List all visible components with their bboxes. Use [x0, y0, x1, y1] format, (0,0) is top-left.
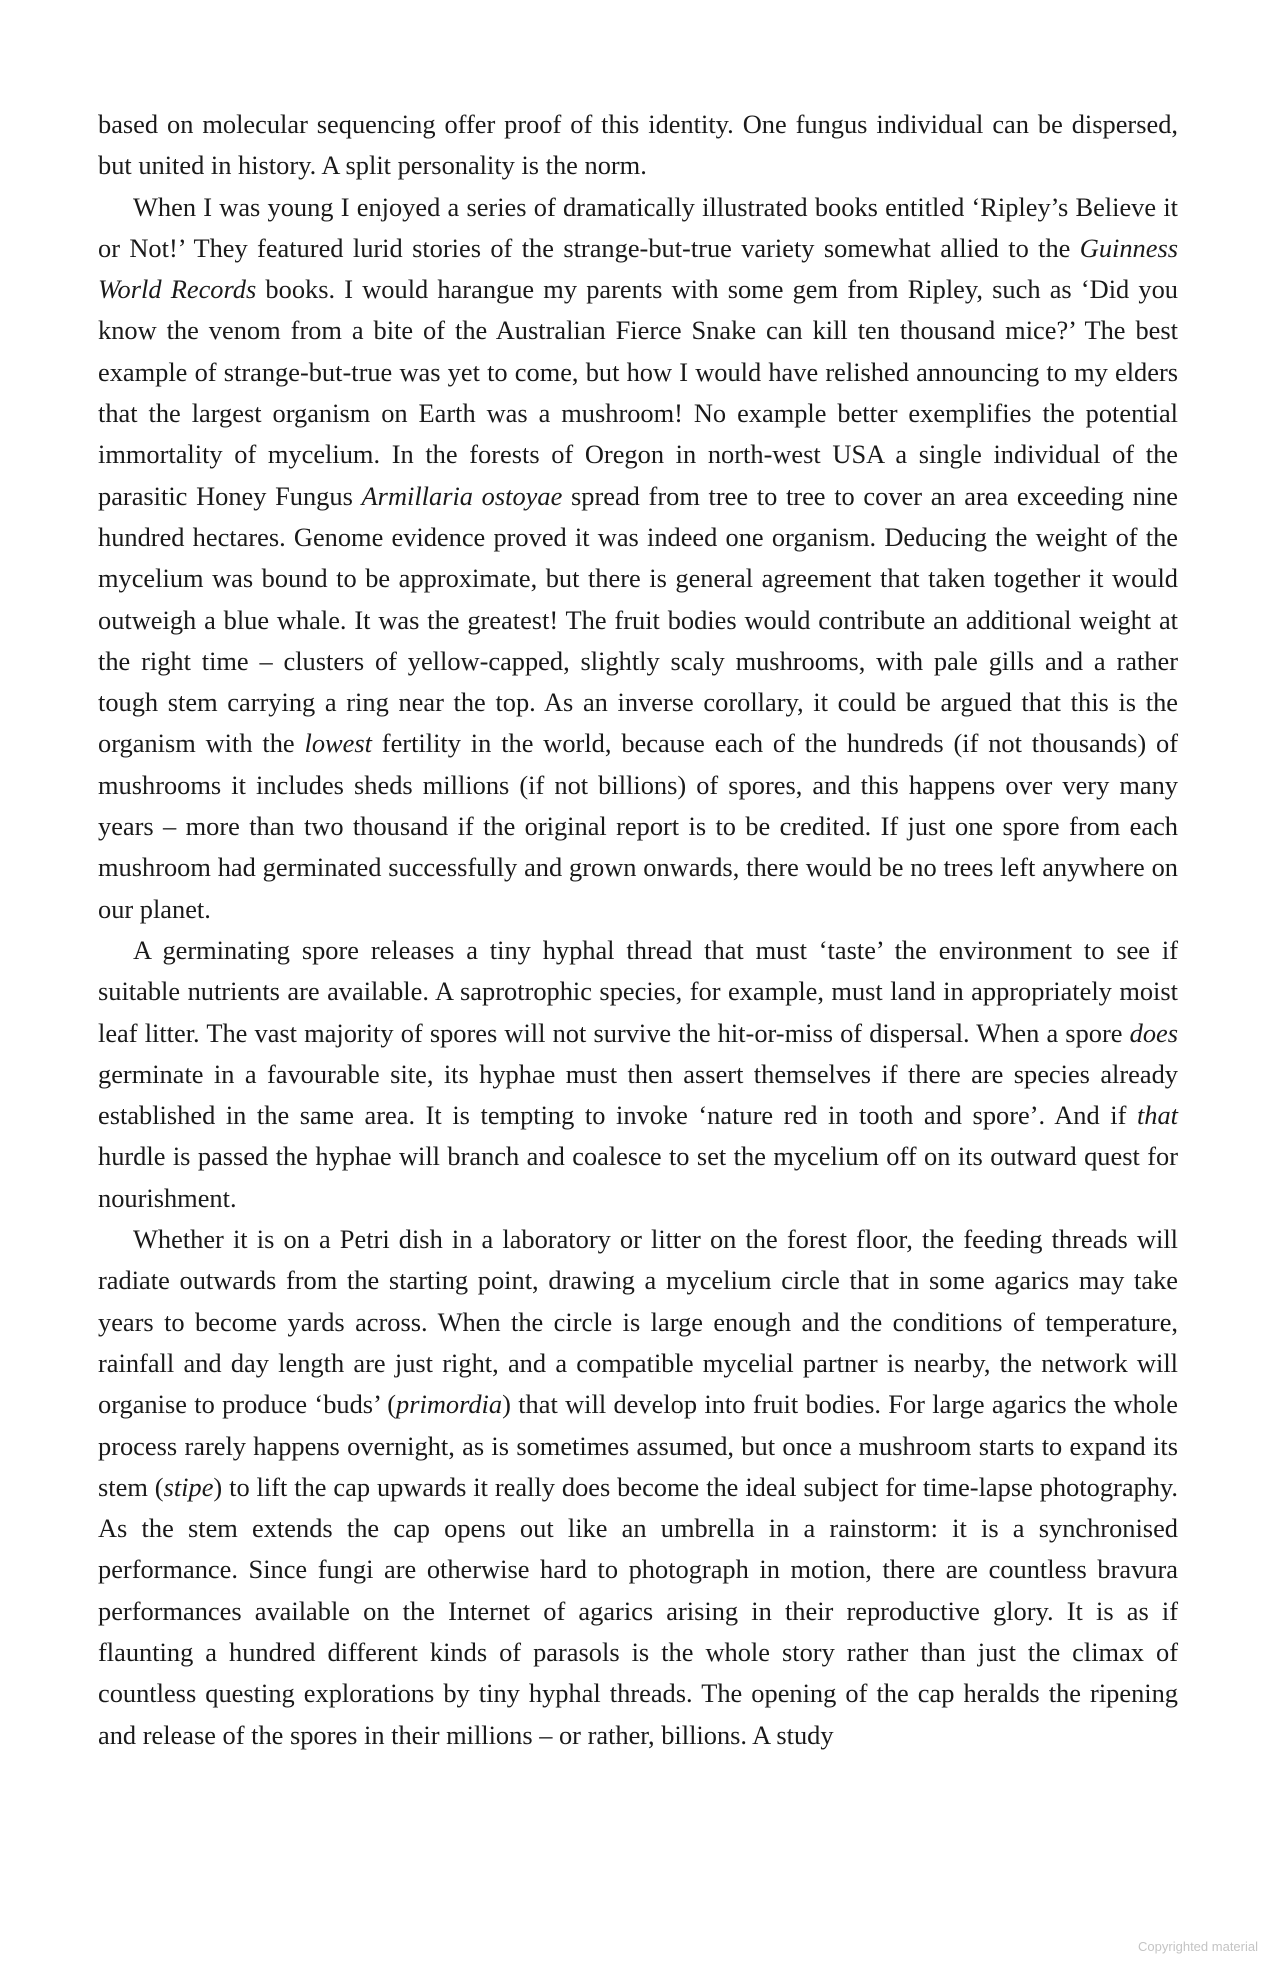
paragraph-4: Whether it is on a Petri dish in a laboratory or litter on the forest floor, the feeding threads will radiate outwards from the starting point, drawing a mycelium circle that in some agarics may take years to become yards across. When the circle is large enough and the conditions of temperature, rainfall and day length are just right, and a compatible mycelial partner is nearby, the network will organise to produce ‘buds’ (primordia) that will develop into fruit bodies. For large agarics the whole process rarely happens overnight, as is sometimes assumed, but once a mushroom starts to expand its stem (stipe) to lift the cap upwards it really does become the ideal subject for time-lapse photography. As the stem extends the cap opens out like an umbrella in a rainstorm: it is a synchronised performance. Since fungi are otherwise hard to photograph in motion, there are countless bravura performances available on the Internet of agarics arising in their reproductive glory. It is as if flaunting a hundred different kinds of parasols is the whole story rather than just the climax of countless questing explorations by tiny hyphal threads. The opening of the cap heralds the ripening and release of the spores in their millions – or rather, billions. A study	[98, 1224, 1179, 1750]
book-page-text	[98, 104, 1178, 1756]
paragraph-2: When I was young I enjoyed a series of dramatically illustrated books entitled ‘Ripley’s Believe it or Not!’ They featured lurid stories of the strange-but-true variety somewhat allied to the Guinness World Records books. I would harangue my parents with some gem from Ripley, such as ‘Did you know the venom from a bite of the Australian Fierce Snake can kill ten thousand mice?’ The best example of strange-but-true was yet to come, but how I would have relished announcing to my elders that the largest organism on Earth was a mushroom! No example better exemplifies the potential immortality of mycelium. In the forests of Oregon in north-west USA a single individual of the parasitic Honey Fungus Armillaria ostoyae spread from tree to tree to cover an area exceeding nine hundred hectares. Genome evidence proved it was indeed one organism. Deducing the weight of the mycelium was bound to be approximate, but there is general agreement that taken together it would outweigh a blue whale. It was the greatest! The fruit bodies would contribute an additional weight at the right time – clusters of yellow-capped, slightly scaly mushrooms, with pale gills and a rather tough stem carrying a ring near the top. As an inverse corollary, it could be argued that this is the organism with the lowest fertility in the world, because each of the hundreds (if not thousands) of mushrooms it includes sheds millions (if not billions) of spores, and this happens over very many years – more than two thousand if the original report is to be credited. If just one spore from each mushroom had germinated successfully and grown onwards, there would be no trees left anywhere on our planet.	[98, 191, 1179, 924]
species-name: Armillaria ostoyae	[361, 480, 563, 511]
italic-emphasis: that	[1136, 1100, 1178, 1131]
italic-emphasis: does	[1129, 1017, 1178, 1048]
italic-term: primordia	[396, 1389, 503, 1420]
paragraph-3: A germinating spore releases a tiny hyphal thread that must ‘taste’ the environment to see if suitable nutrients are available. A saprotrophic species, for example, must land in appropriately moist leaf litter. The vast majority of spores will not survive the hit-or-miss of dispersal. When a spore does germinate in a favourable site, its hyphae must then assert themselves if there are species already established in the same area. It is tempting to invoke ‘nature red in tooth and spore’. And if that hurdle is passed the hyphae will branch and coalesce to set the mycelium off on its outward quest for nourishment.	[98, 934, 1178, 1213]
italic-term: stipe	[163, 1471, 214, 1502]
italic-title-guinness: Guinness World Records	[98, 232, 1178, 305]
copyright-watermark: Copyrighted material	[1138, 1939, 1258, 1954]
paragraph-1: based on molecular sequencing offer proof of this identity. One fungus individual can be dispersed, but united in history. A split personality is the norm.	[98, 109, 1178, 181]
italic-emphasis: lowest	[304, 728, 372, 759]
